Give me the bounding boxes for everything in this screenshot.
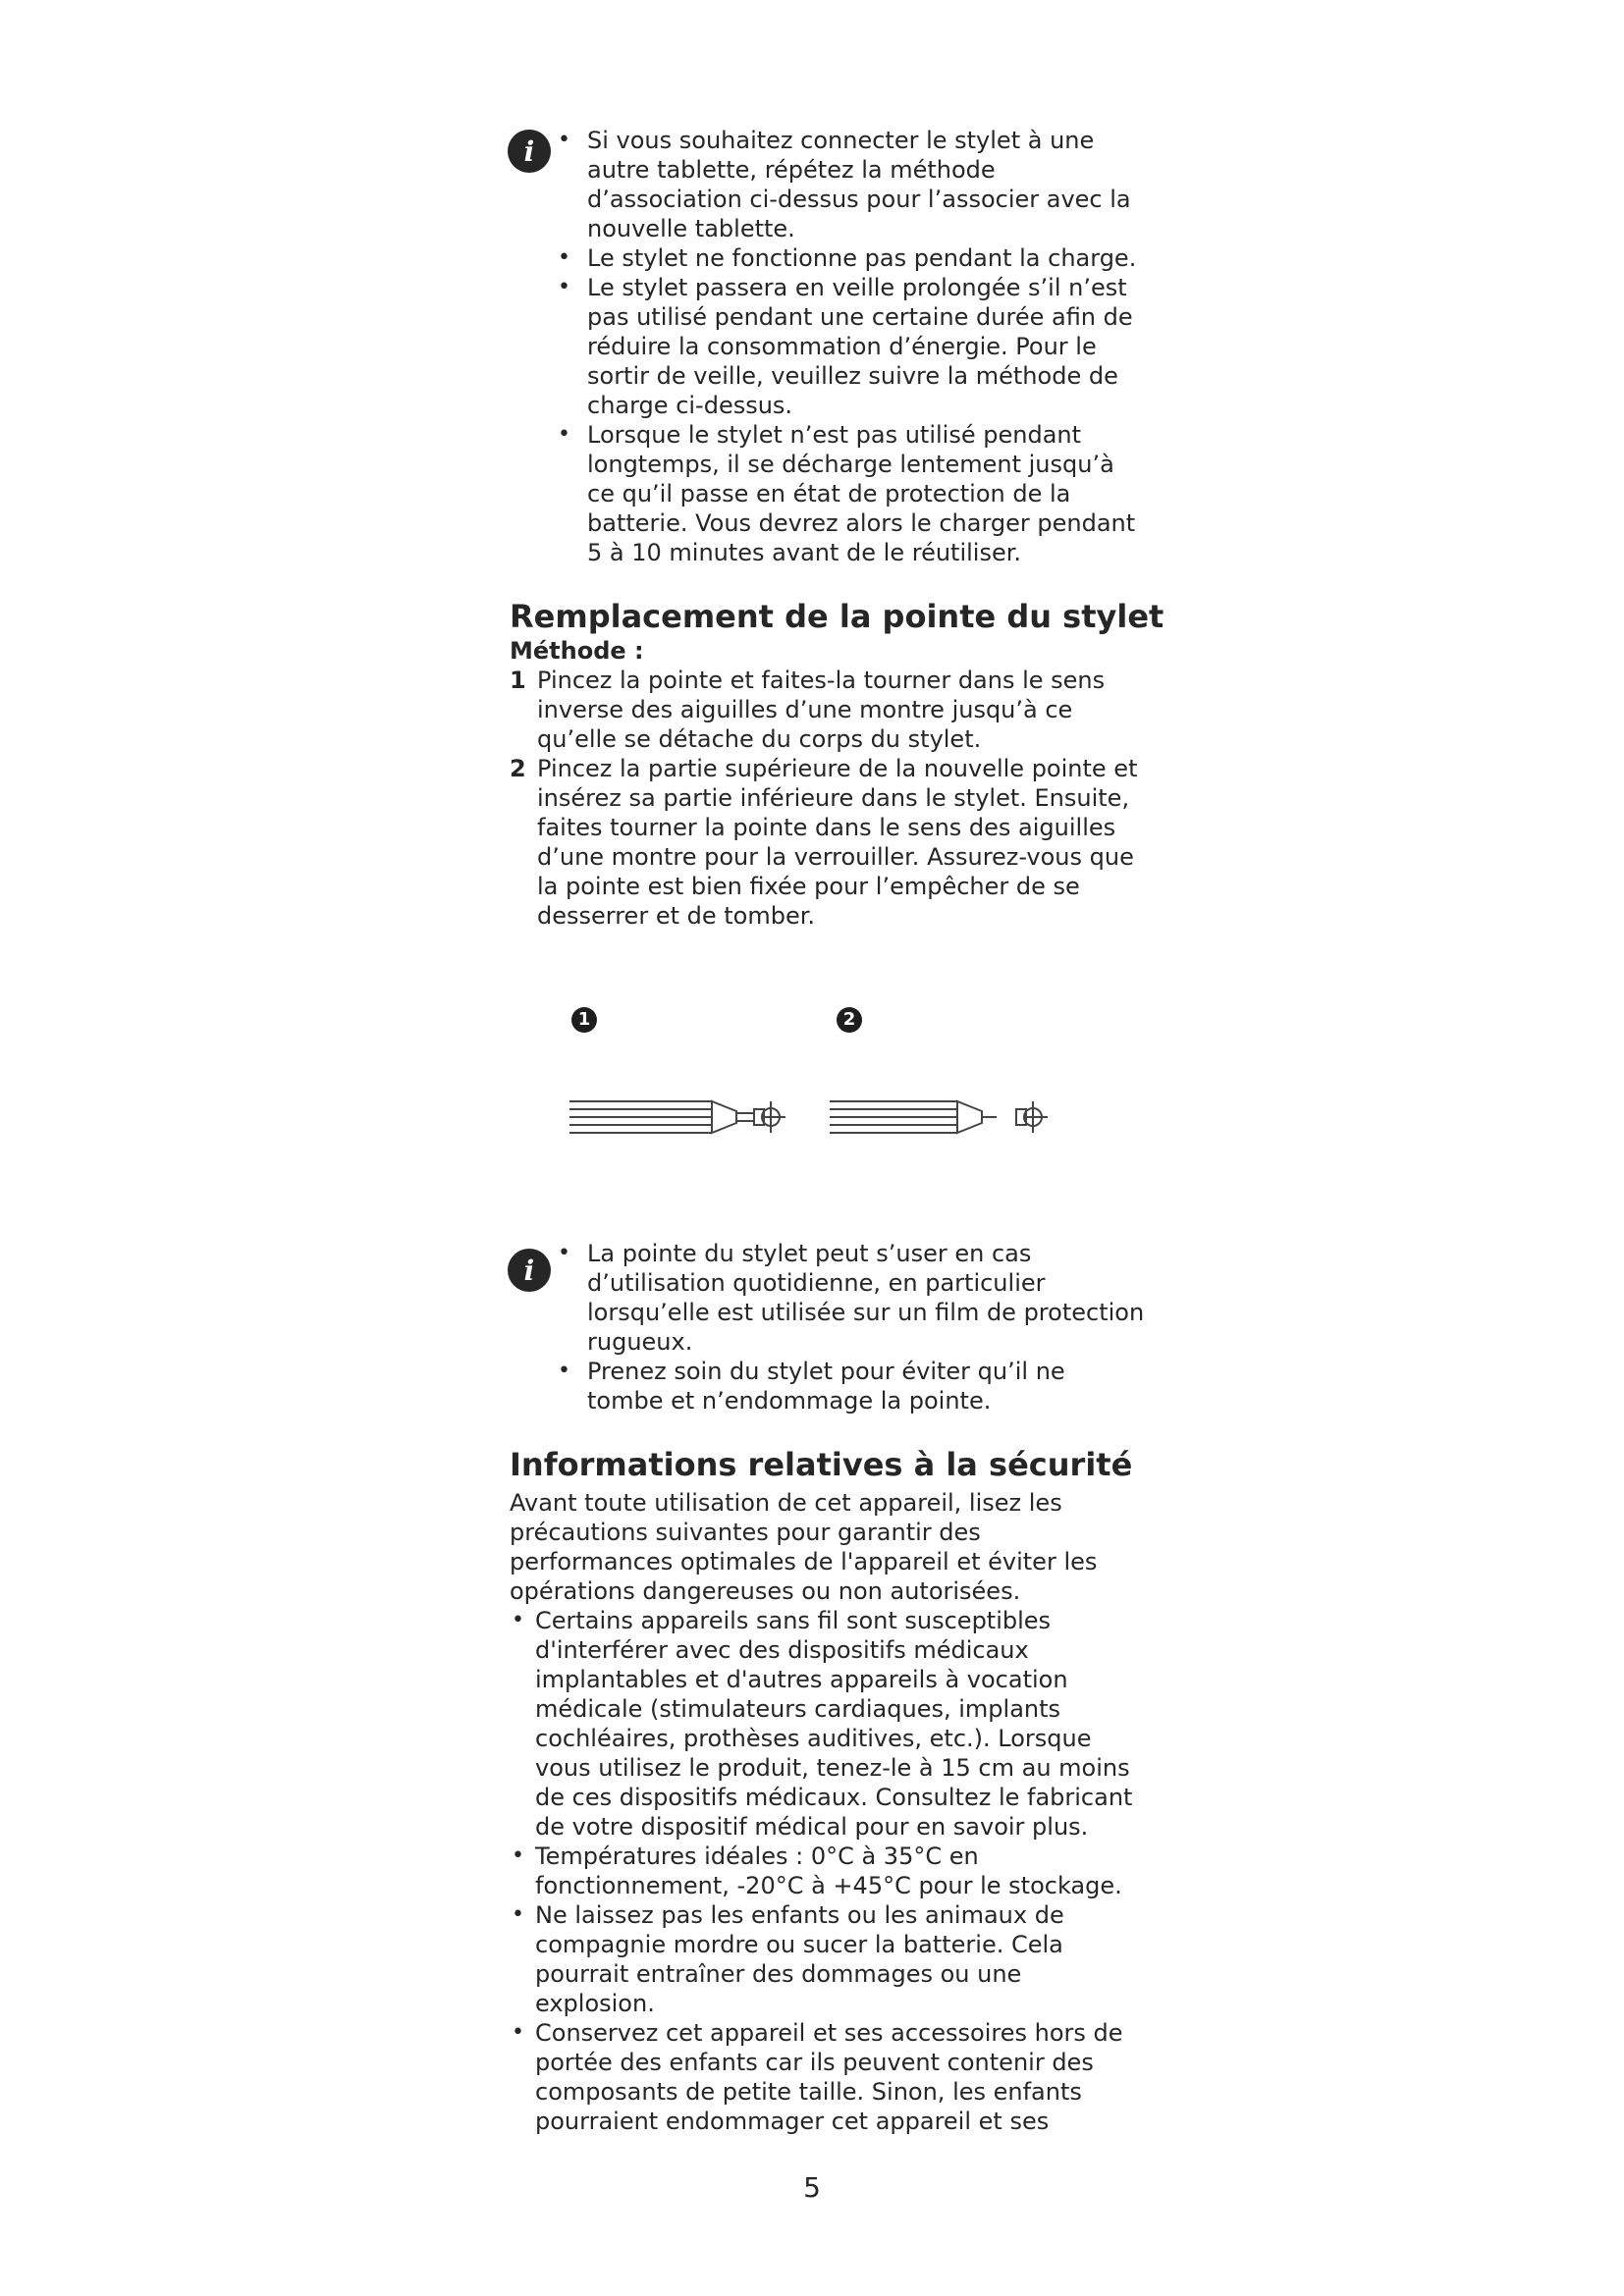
method-label: Méthode :	[510, 637, 644, 665]
svg-text:i: i	[523, 135, 535, 168]
intro-paragraph: Avant toute utilisation de cet appareil, lisez les précautions suivantes pour garantir des performances optimales de l'appareil et éviter les opérations dangereuses ou non autorisées.	[510, 1489, 1098, 1605]
steps-list	[510, 666, 1138, 931]
note-item: • Le stylet ne fonctionne pas pendant la charge.	[556, 243, 1145, 273]
safety-item: • Certains appareils sans fil sont susceptibles d'interférer avec des dispositifs médicaux implantables et d'autres appareils à vocation médicale (stimulateurs cardiaques, implants cochléaires, prothèses auditives, etc.). Lorsque vous utilisez le produit, tenez-le à 15 cm au moins de ces dispositifs médicaux. Consultez le fabricant de votre dispositif médical pour en savoir plus.	[510, 1606, 1138, 1842]
safety-item: • Ne laissez pas les enfants ou les animaux de compagnie mordre ou sucer la batterie. Cela pourrait entraîner des dommages ou une explosion.	[510, 1900, 1138, 2018]
note-item: • Prenez soin du stylet pour éviter qu’il ne tombe et n’endommage la pointe.	[556, 1357, 1145, 1415]
section-heading: Informations relatives à la sécurité	[510, 1446, 1133, 1483]
figure-step-badge: 2	[837, 1007, 862, 1033]
note-item: • Lorsque le stylet n’est pas utilisé pendant longtemps, il se décharge lentement jusqu’à ce qu’il passe en état de protection de la batterie. Vous devrez alors le charger pendant 5 à 10 minutes avant de le réutiliser.	[556, 420, 1145, 567]
svg-text:i: i	[523, 1255, 535, 1287]
safety-list	[510, 1606, 1138, 2136]
step-item	[510, 666, 1138, 754]
step-text: Pincez la pointe et faites-la tourner dans le sens inverse des aiguilles d’une montre jusqu’à ce qu’elle se détache du corps du stylet.	[537, 667, 1106, 753]
note-list	[556, 1239, 1145, 1415]
page-number: 5	[803, 2171, 821, 2204]
step-number: 2	[510, 755, 526, 782]
section-heading: Remplacement de la pointe du stylet	[510, 598, 1164, 635]
note-list	[556, 126, 1145, 567]
stylus-tip-illustration	[565, 1080, 1075, 1158]
step-text: Pincez la partie supérieure de la nouvelle pointe et insérez sa partie inférieure dans le stylet. Ensuite, faites tourner la pointe dans le sens des aiguilles d’une montre pour la verrouiller. Assurez-vous que la pointe est bien fixée pour l’empêcher de se desserrer et de tomber.	[537, 755, 1138, 930]
safety-item: • Conservez cet appareil et ses accessoires hors de portée des enfants car ils peuvent contenir des composants de petite taille. Sinon, les enfants pourraient endommager cet appareil et ses	[510, 2018, 1138, 2136]
note-item: • La pointe du stylet peut s’user en cas d’utilisation quotidienne, en particulier lorsqu’elle est utilisée sur un film de protection rugueux.	[556, 1239, 1145, 1357]
safety-item: • Températures idéales : 0°C à 35°C en fonctionnement, -20°C à +45°C pour le stockage.	[510, 1842, 1138, 1900]
note-item: • Le stylet passera en veille prolongée s’il n’est pas utilisé pendant une certaine durée afin de réduire la consommation d’énergie. Pour le sortir de veille, veuillez suivre la méthode de charge ci-dessus.	[556, 273, 1145, 420]
figure-step-badge: 1	[571, 1007, 597, 1033]
note-item: • Si vous souhaitez connecter le stylet à une autre tablette, répétez la méthode d’association ci-dessus pour l’associer avec la nouvelle tablette.	[556, 126, 1145, 243]
info-icon	[506, 128, 553, 175]
info-icon	[506, 1247, 553, 1294]
step-item	[510, 754, 1138, 931]
step-number: 1	[510, 667, 526, 694]
